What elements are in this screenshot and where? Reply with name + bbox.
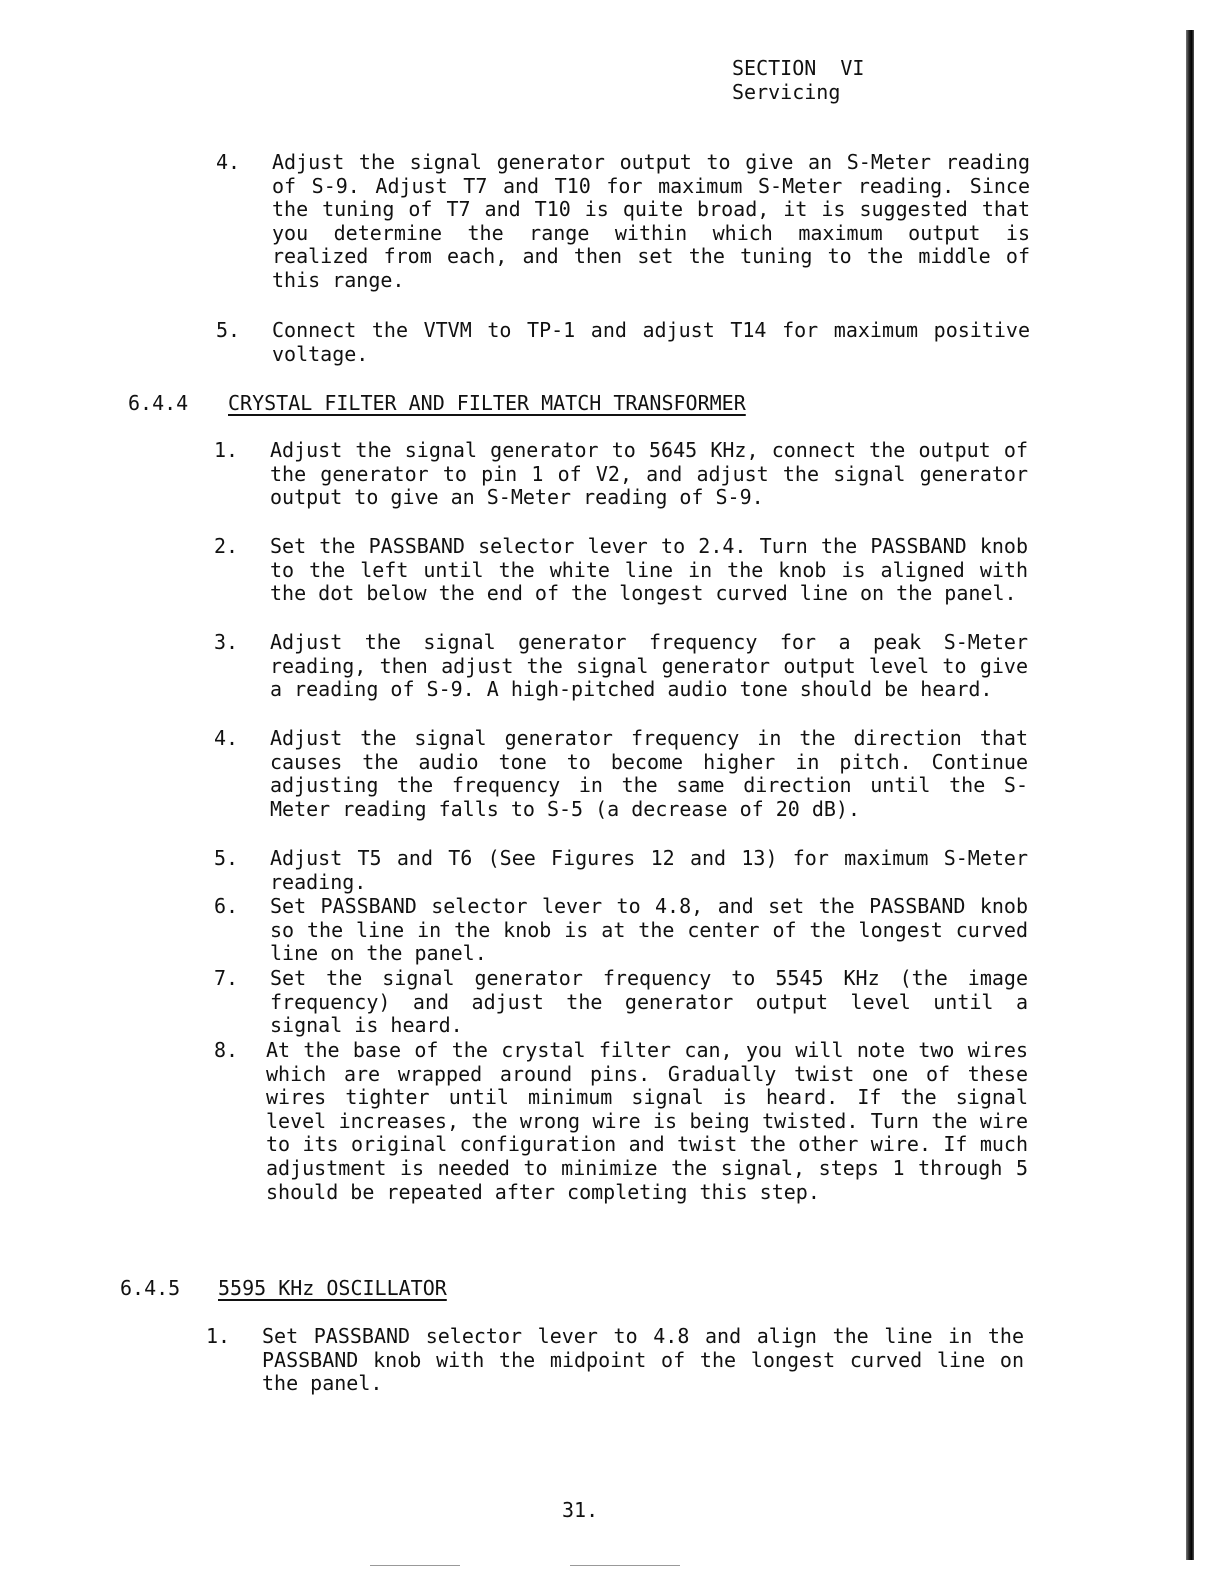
scan-artifact-line — [370, 1565, 460, 1566]
page-number: 31. — [562, 1498, 599, 1522]
section-number: 6.4.4 — [128, 391, 189, 415]
list-item — [214, 1039, 1028, 1255]
section-645-steps — [206, 1325, 1024, 1397]
list-item — [214, 727, 1028, 847]
step-number: 3. — [214, 630, 239, 654]
list-item — [206, 1325, 1024, 1397]
step-text: Adjust the signal generator frequency for a peak S-Meter reading, then adjust the signal generator output level to give a reading of S-9. A high-pitched audio tone should be heard. — [270, 630, 1028, 702]
scan-artifact-line — [570, 1565, 680, 1566]
binding-edge — [1186, 30, 1194, 1560]
step-number: 1. — [206, 1324, 231, 1348]
step-number: 2. — [214, 534, 239, 558]
step-text: Adjust the signal generator frequency in the direction that causes the audio tone to become higher in pitch. Continue adjusting the frequency in the same direction until the S-Meter reading falls to S-5 (a decrease of 20 dB). — [270, 726, 1028, 821]
step-text: Connect the VTVM to TP-1 and adjust T14 for maximum positive voltage. — [272, 318, 1030, 366]
step-text: Adjust T5 and T6 (See Figures 12 and 13) for maximum S-Meter reading. — [270, 846, 1028, 894]
step-number: 4. — [216, 150, 241, 174]
section-number: 6.4.5 — [120, 1276, 181, 1300]
section-subtitle: Servicing — [732, 80, 841, 104]
step-number: 8. — [214, 1038, 239, 1062]
list-item — [216, 151, 1030, 319]
step-number: 5. — [214, 846, 239, 870]
step-text: Set the signal generator frequency to 5545 KHz (the image frequency) and adjust the generator output level until a signal is heard. — [270, 966, 1028, 1038]
step-text: Adjust the signal generator to 5645 KHz, connect the output of the generator to pin 1 of V2, and adjust the signal generator output to give an S-Meter reading of S-9. — [270, 438, 1028, 510]
step-text: Set PASSBAND selector lever to 4.8, and set the PASSBAND knob so the line in the knob is at the center of the longest curved line on the panel. — [270, 894, 1028, 966]
section-644-steps — [214, 439, 1028, 1255]
intro-steps — [216, 151, 1030, 367]
step-text: Adjust the signal generator output to give an S-Meter reading of S-9. Adjust T7 and T10 for maximum S-Meter reading. Since the tuning of T7 and T10 is quite broad, it is suggested that you determine the range within which maximum output is realized from each, and then set the tuning to the middle of this range. — [272, 150, 1030, 292]
step-number: 1. — [214, 438, 239, 462]
section-heading-645 — [120, 1276, 447, 1300]
list-item — [214, 631, 1028, 727]
step-text: Set PASSBAND selector lever to 4.8 and align the line in the PASSBAND knob with the midpoint of the longest curved line on the panel. — [262, 1324, 1024, 1396]
section-title: 5595 KHz OSCILLATOR — [218, 1276, 447, 1300]
step-text: At the base of the crystal filter can, you will note two wires which are wrapped around pins. Gradually twist one of these wires tighter until minimum signal is heard. If the signal level increases, the wrong wire is being twisted. Turn the wire to its original configuration and twist the other wire. If much adjustment is needed to minimize the signal, steps 1 through 5 should be repeated after completing this step. — [266, 1038, 1028, 1204]
step-text: Set the PASSBAND selector lever to 2.4. Turn the PASSBAND knob to the left until the white line in the knob is aligned with the dot below the end of the longest curved line on the panel. — [270, 534, 1028, 606]
section-title: CRYSTAL FILTER AND FILTER MATCH TRANSFORMER — [228, 391, 746, 415]
list-item — [216, 319, 1030, 367]
list-item — [214, 535, 1028, 631]
section-label: SECTION VI — [732, 56, 865, 80]
list-item — [214, 847, 1028, 895]
step-number: 6. — [214, 894, 239, 918]
step-number: 4. — [214, 726, 239, 750]
page-header — [732, 56, 864, 104]
step-number: 5. — [216, 318, 241, 342]
section-heading-644 — [128, 391, 746, 415]
list-item — [214, 895, 1028, 967]
step-number: 7. — [214, 966, 239, 990]
list-item — [214, 439, 1028, 535]
list-item — [214, 967, 1028, 1039]
